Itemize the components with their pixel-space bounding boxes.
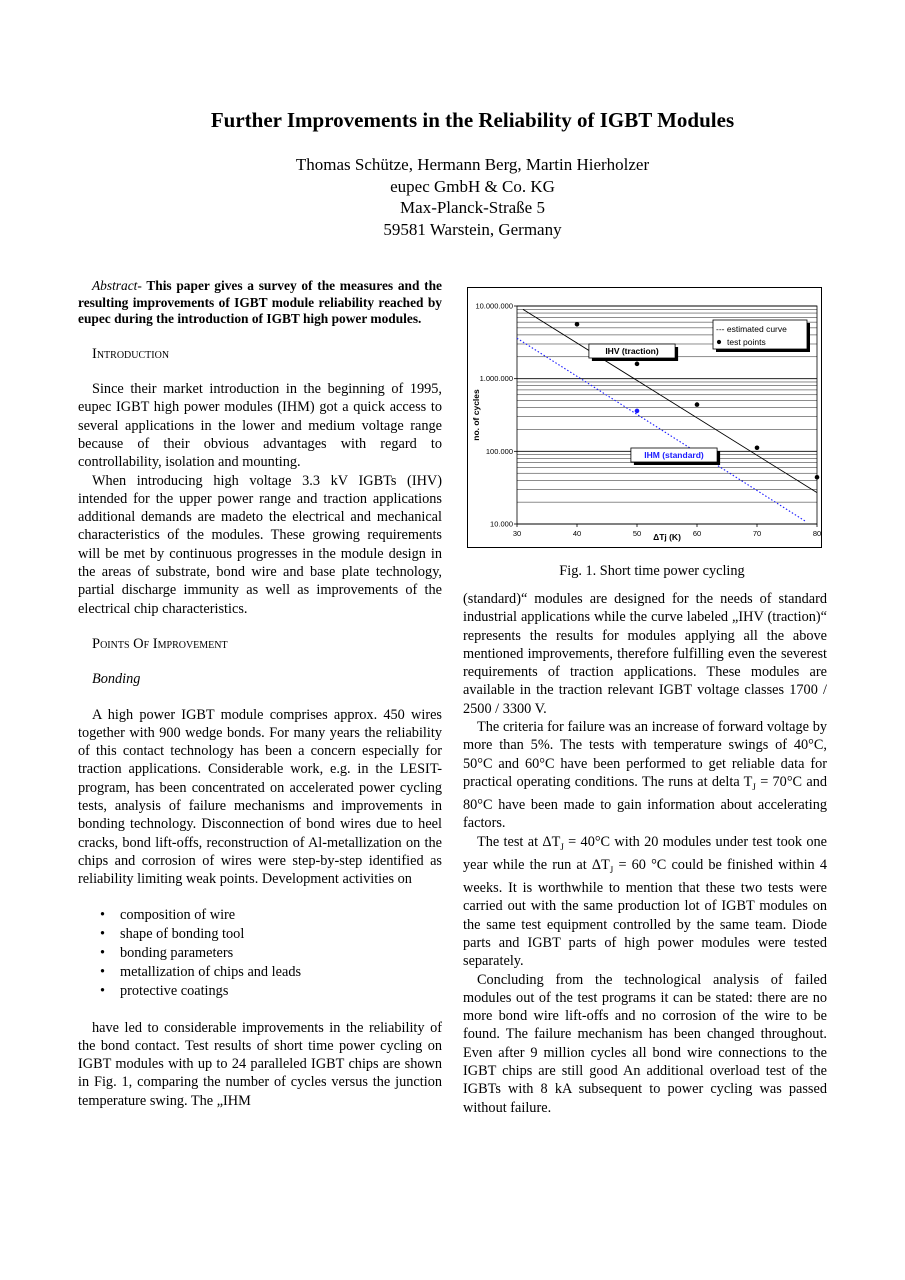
ihv-test-point xyxy=(695,402,700,407)
street-address: Max-Planck-Straße 5 xyxy=(400,198,545,217)
ihv-label: IHV (traction) xyxy=(605,346,659,357)
list-item: • shape of bonding tool xyxy=(78,925,442,944)
y-tick-label: 1.000.000 xyxy=(479,374,513,384)
list-item: • protective coatings xyxy=(78,982,442,1001)
figure-caption: Fig. 1. Short time power cycling xyxy=(559,563,745,579)
ihv-test-point xyxy=(575,322,580,327)
intro-paragraph-2: When introducing high voltage 3.3 kV IGBTs (IHV) intended for the upper power range and traction applications additional demands are madeto the electrical and mechanical characteristics of the modules. These growing requirements will be met by continuous progresses in the module design in the areas of substrate, bond wire and base plate technology, partial discharge immunity as well as improvements of the electrical chip characteristics. xyxy=(78,472,442,617)
bonding-paragraph-2: have led to considerable improvements in the reliability of the bond contact. Test results of short time power cycling on IGBT modules with up to 24 paralleled IGBT chips are shown in Fig. 1, comparing the number of cycles versus the junction temperature swing. The „IHM xyxy=(78,1019,442,1109)
bonding-paragraph-1: A high power IGBT module comprises approx. 450 wires together with 900 wedge bonds. For many years the reliability of this contact technology has been a concern especially for traction applications. Considerable work, e.g. in the LESIT-program, has been concentrated on accelerated power cycling tests, analysis of failure mechanisms and improvements in bonding technology. Disconnection of bond wires due to heel cracks, bond lift-offs, reconstruction of Al-metallization on the chips and corrosion of wires were step-by-step identified as reliability limiting weak points. Development activities on xyxy=(78,706,442,888)
list-item: • metallization of chips and leads xyxy=(78,963,442,982)
y-tick-label: 100.000 xyxy=(485,446,513,456)
abstract-label: Abstract- xyxy=(92,278,142,293)
x-tick-label: 70 xyxy=(752,529,762,538)
figure-1 xyxy=(467,287,822,548)
ihv-test-point xyxy=(755,445,760,450)
ihm-test-point xyxy=(635,409,640,414)
authors: Thomas Schütze, Hermann Berg, Martin Hierholzer xyxy=(295,155,650,174)
ihm-label: IHM (standard) xyxy=(644,450,704,461)
bonding-heading: Bonding xyxy=(92,671,141,688)
right-paragraph-1: (standard)“ modules are designed for the needs of standard industrial applications while the curve labeled „IHV (traction)“ represents the results for modules applying all the above mentioned improvements, therefore fulfilling even the severest requirements of traction applications. These modules are available in the traction relevant IGBT voltage classes 1700 / 2500 / 3300 V. xyxy=(463,591,827,717)
bonding-list xyxy=(78,906,442,1002)
abstract-text: This paper gives a survey of the measures and the resulting improvements of IGBT module reliability reached by eupec during the introduction of IGBT high power modules. xyxy=(78,278,442,327)
y-tick-label: 10.000.000 xyxy=(475,301,513,311)
list-item: • bonding parameters xyxy=(78,944,442,963)
points-heading: Points Of Improvement xyxy=(92,635,228,652)
right-paragraph-4: Concluding from the technological analysis of failed modules out of the test programs it can be stated: there are no more bond wire lift-offs and no corrosion of the wire to be found. The failure mechanism has been changed throughout. Even after 9 million cycles all bond wire connections to the IGBT chips are still good An additional overload test of the IGBTs with 8 kA subsequent to power cycling was passed without failure. xyxy=(463,971,827,1116)
abstract xyxy=(78,278,442,328)
x-tick-label: 40 xyxy=(572,529,582,538)
x-tick-label: 60 xyxy=(692,529,702,538)
city-address: 59581 Warstein, Germany xyxy=(383,219,562,239)
intro-heading: Introduction xyxy=(92,345,170,362)
x-tick-label: 50 xyxy=(632,529,642,538)
x-axis-label: ΔTj (K) xyxy=(653,532,681,542)
paper-title: Further Improvements in the Reliability of IGBT Modules xyxy=(210,108,735,132)
left-column xyxy=(78,278,442,1110)
legend-estimated-curve: --- estimated curve xyxy=(716,324,787,334)
legend-test-points: test points xyxy=(727,337,766,347)
ihv-test-point xyxy=(815,475,820,480)
x-tick-label: 80 xyxy=(812,529,821,538)
list-item: • composition of wire xyxy=(78,906,442,925)
power-cycling-chart xyxy=(468,288,821,547)
author-block xyxy=(0,154,905,240)
y-axis-label: no. of cycles xyxy=(471,389,481,441)
ihv-test-point xyxy=(635,362,640,367)
right-paragraph-2: The criteria for failure was an increase of forward voltage by more than 5%. The tests with temperature swings of 40°C, 50°C and 60°C have been performed to get reliable data for practical operating conditions. The runs at delta $T_J = 70^\circ C$ and 80°C have been made to gain information about accelerating factors. xyxy=(463,719,827,832)
affiliation: eupec GmbH & Co. KG xyxy=(390,176,555,196)
y-tick-label: 10.000 xyxy=(490,519,513,529)
right-column xyxy=(463,590,827,1117)
legend-test-point-marker xyxy=(717,340,721,344)
x-tick-label: 30 xyxy=(512,529,522,538)
right-paragraph-3: The test at $\Delta T_J = 40^\circ C$ with 20 modules under test took one year while the run at $\Delta T_J = 60$ °C could be finished within 4 weeks. It is worthwhile to mention that these two tests were carried out with the same production lot of IGBT modules on the same test equipment controlled by the same team. Diode parts and IGBT parts of high power modules were tested separately. xyxy=(463,833,827,970)
intro-paragraph-1: Since their market introduction in the beginning of 1995, eupec IGBT high power modules (IHM) got a quick access to several applications in the lower and medium voltage range because of their obvious advantages with regard to controllability, isolation and mounting. xyxy=(78,381,442,471)
